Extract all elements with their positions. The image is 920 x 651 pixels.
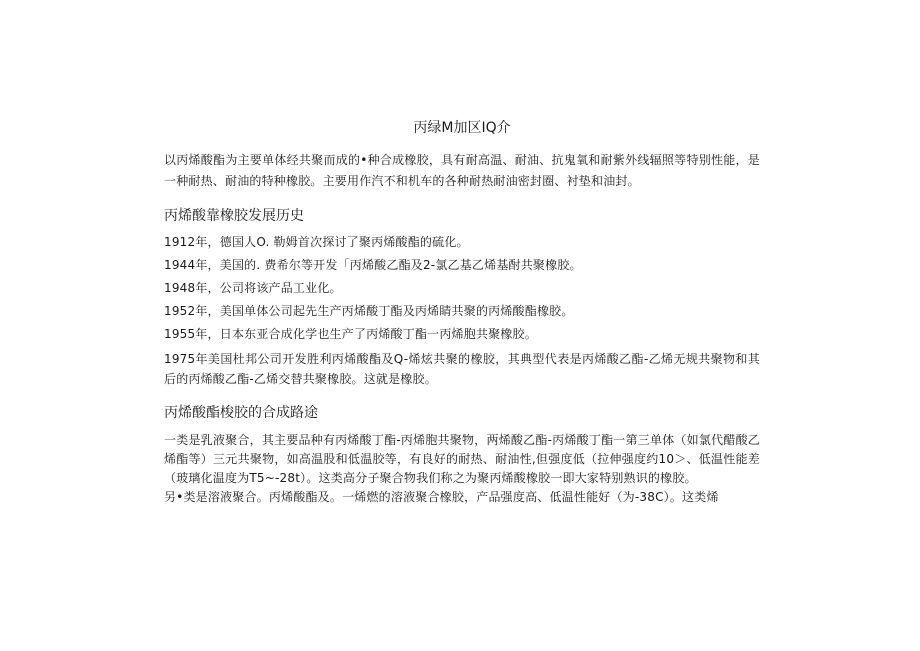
synthesis-paragraph-solution: 另•类是溶液聚合。丙烯酸酯及。一烯燃的溶液聚合橡胶，产品强度高、低温性能好（为-38C）。这类烯 [164, 490, 719, 504]
history-item-1955: 1955年，日本东亚合成化学也生产了丙烯酸丁酯一丙烯胞共聚橡胶。 [164, 327, 537, 341]
history-item-1975: 1975年美国杜邦公司开发胜利丙烯酸酯及Q-烯炫共聚的橡胶，其典型代表是丙烯酸乙酯-乙烯无规共聚物和其后的丙烯酸乙酯-乙烯交替共聚橡胶。这就是橡胶。 [164, 352, 760, 386]
document-content [164, 118, 760, 507]
history-item-1948: 1948年，公司将该产品工业化。 [164, 281, 342, 295]
history-list [164, 234, 760, 389]
synthesis-heading: 丙烯酸酯梭胶的合成路途 [164, 405, 318, 421]
synthesis-paragraph-emulsion: 一类是乳液聚合，其主要品种有丙烯酸丁酯-丙烯胞共聚物，两烯酸乙酯-丙烯酸丁酯一第三单体（如氯代醋酸乙烯酯等）三元共聚物，如高温股和低温胶等，有良好的耐热、耐油性,但强度低（拉伸强度约10＞、低温性能差（玻璃化温度为T5~-28t）。这类高分子聚合物我们称之为聚丙烯酸橡胶一即大家特别熟识的橡胶。 [164, 433, 760, 485]
history-item-1944: 1944年，美国的. 费希尔等开发「丙烯酸乙酯及2-氯乙基乙烯基酎共聚橡胶。 [164, 258, 582, 272]
document-title: 丙绿M加区IQ介 [413, 120, 511, 136]
intro-paragraph: 以丙烯酸酯为主要单体经共聚而成的•种合成橡胶，具有耐高温、耐油、抗鬼氧和耐紫外线辐照等特别性能，是一种耐热、耐油的特种橡胶。主要用作汽不和机车的各种耐热耐油密封圈、衬垫和油封。 [164, 153, 760, 188]
history-item-1952: 1952年，美国单体公司起先生产丙烯酸丁酯及丙烯睛共聚的丙烯酸酯橡胶。 [164, 304, 574, 318]
history-heading: 丙烯酸靠橡胶发展历史 [164, 208, 304, 224]
history-item-1912: 1912年，德国人O. 勒姆首次探讨了聚丙烯酸酯的硫化。 [164, 235, 469, 249]
